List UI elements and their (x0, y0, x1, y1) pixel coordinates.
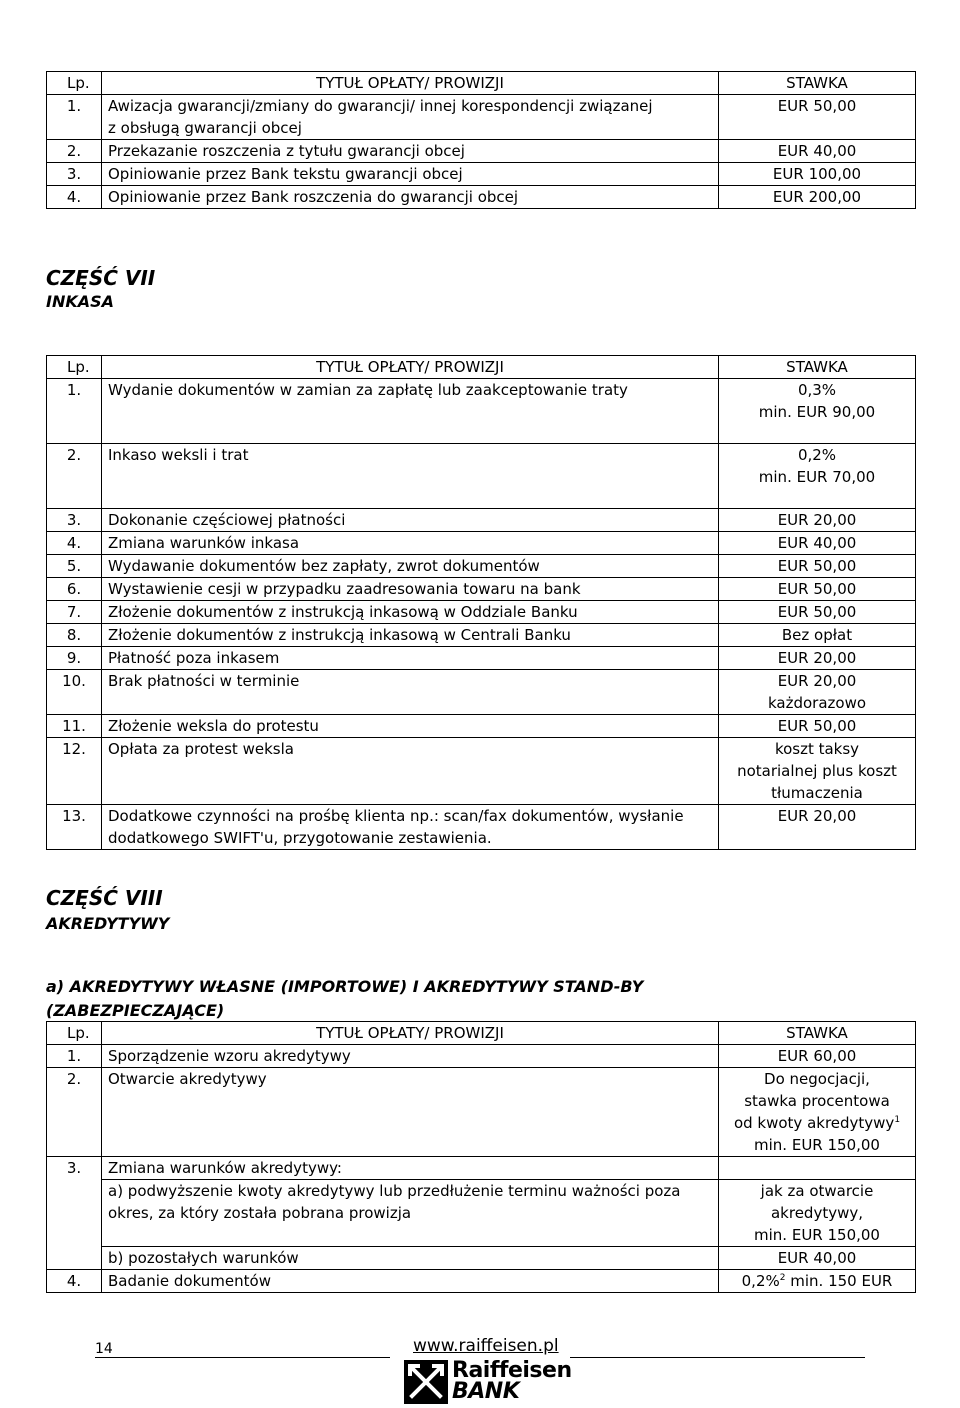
row-title: Otwarcie akredytywy (102, 1068, 719, 1157)
rate-text: od kwoty akredytywy (733, 1114, 895, 1132)
table-subrow (47, 1247, 916, 1270)
rate-line: EUR 20,00 (777, 672, 857, 690)
row-title: Zmiana warunków inkasa (102, 532, 719, 555)
rate-line: min. EUR 150,00 (754, 1136, 880, 1154)
row-title: Zmiana warunków akredytywy: (102, 1157, 719, 1180)
footer-rule-left (95, 1357, 390, 1358)
row-rate: EUR 20,00 (719, 805, 916, 850)
table-row (47, 738, 916, 805)
row-title: Opiniowanie przez Bank tekstu gwarancji obcej (102, 163, 719, 186)
fee-table-guarantees (46, 71, 916, 209)
table-row (47, 1045, 916, 1068)
table-row (47, 532, 916, 555)
row-title: Opłata za protest weksla (102, 738, 719, 805)
row-rate: EUR 200,00 (719, 186, 916, 209)
row-lp: 6. (47, 578, 102, 601)
fee-table-collections (46, 355, 916, 850)
rate-line: akredytywy, (770, 1204, 863, 1222)
table-header (47, 356, 916, 379)
row-title: Dokonanie częściowej płatności (102, 509, 719, 532)
table-subrow (47, 1180, 916, 1247)
footnote-marker: 2 (779, 1273, 786, 1283)
row-lp: 3. (47, 1157, 102, 1270)
section-title: CZĘŚĆ VIII (46, 886, 163, 910)
rate-line: koszt taksy (774, 740, 860, 758)
row-title: Sporządzenie wzoru akredytywy (102, 1045, 719, 1068)
row-lp: 4. (47, 1270, 102, 1293)
header-title: TYTUŁ OPŁATY/ PROWIZJI (102, 1022, 719, 1045)
row-rate (719, 1157, 916, 1180)
logo-line-2: BANK (452, 1379, 520, 1404)
row-title: Opiniowanie przez Bank roszczenia do gwarancji obcej (102, 186, 719, 209)
header-rate: STAWKA (719, 72, 916, 95)
row-rate: EUR 60,00 (719, 1045, 916, 1068)
row-title: Złożenie dokumentów z instrukcją inkasową w Centrali Banku (102, 624, 719, 647)
row-title: Płatność poza inkasem (102, 647, 719, 670)
row-title: Złożenie dokumentów z instrukcją inkasową w Oddziale Banku (102, 601, 719, 624)
row-lp: 3. (47, 509, 102, 532)
row-rate: EUR 50,00 (719, 555, 916, 578)
footnote-marker: 1 (894, 1115, 901, 1125)
row-rate: EUR 20,00 (719, 509, 916, 532)
subrow-title: a) podwyższenie kwoty akredytywy lub przedłużenie terminu ważności poza okres, za który została pobrana prowizja (102, 1180, 719, 1247)
table-row (47, 444, 916, 509)
rate-line: 0,2% (797, 446, 837, 464)
row-lp: 4. (47, 532, 102, 555)
table-row (47, 578, 916, 601)
subrow-title: b) pozostałych warunków (102, 1247, 719, 1270)
rate-line: Do negocjacji, (764, 1070, 870, 1088)
row-title: Wydawanie dokumentów bez zapłaty, zwrot dokumentów (102, 555, 719, 578)
header-rate: STAWKA (719, 1022, 916, 1045)
row-lp: 2. (47, 140, 102, 163)
table-row (47, 186, 916, 209)
rate-line: notarialnej plus koszt (737, 762, 897, 780)
raiffeisen-logo (404, 1358, 572, 1406)
table-row (47, 805, 916, 850)
row-rate: Bez opłat (719, 624, 916, 647)
rate-line: min. EUR 90,00 (758, 403, 876, 421)
logo-line-1: Raiffeisen (452, 1358, 572, 1383)
row-title: Złożenie weksla do protestu (102, 715, 719, 738)
row-rate: EUR 50,00 (719, 95, 916, 140)
row-rate: EUR 20,00 (719, 647, 916, 670)
table-row (47, 1270, 916, 1293)
row-rate (719, 670, 916, 715)
row-lp: 8. (47, 624, 102, 647)
subrow-rate: EUR 40,00 (719, 1247, 916, 1270)
header-lp: Lp. (47, 1022, 102, 1045)
row-lp: 11. (47, 715, 102, 738)
footer-rule-right (570, 1357, 865, 1358)
table-row (47, 647, 916, 670)
row-title: Wydanie dokumentów w zamian za zapłatę lub zaakceptowanie traty (102, 379, 719, 444)
page-number: 14 (95, 1341, 113, 1357)
rate-line: 0,3% (797, 381, 837, 399)
row-lp: 3. (47, 163, 102, 186)
table-row (47, 1157, 916, 1180)
table-row (47, 601, 916, 624)
table-row (47, 140, 916, 163)
row-title: Dodatkowe czynności na prośbę klienta np.: scan/fax dokumentów, wysłanie dodatkowego SWIFT'u, przygotowanie zestawienia. (102, 805, 719, 850)
table-row (47, 624, 916, 647)
header-rate: STAWKA (719, 356, 916, 379)
fee-table-letters-of-credit (46, 1021, 916, 1293)
row-title: Inkaso weksli i trat (102, 444, 719, 509)
table-row (47, 509, 916, 532)
header-lp: Lp. (47, 356, 102, 379)
row-rate (719, 738, 916, 805)
rate-line: stawka procentowa (744, 1092, 890, 1110)
row-rate (719, 1068, 916, 1157)
row-lp: 1. (47, 379, 102, 444)
row-lp: 9. (47, 647, 102, 670)
rate-line: min. EUR 70,00 (758, 468, 876, 486)
section-subtitle: AKREDYTYWY (46, 914, 170, 933)
row-rate: EUR 50,00 (719, 601, 916, 624)
gable-cross-icon (404, 1360, 448, 1404)
table-row (47, 670, 916, 715)
header-lp: Lp. (47, 72, 102, 95)
table-row (47, 163, 916, 186)
row-rate (719, 379, 916, 444)
row-lp: 7. (47, 601, 102, 624)
row-lp: 2. (47, 1068, 102, 1157)
row-lp: 1. (47, 1045, 102, 1068)
row-rate (719, 444, 916, 509)
row-lp: 1. (47, 95, 102, 140)
row-rate: EUR 100,00 (719, 163, 916, 186)
rate-line: min. EUR 150,00 (754, 1226, 880, 1244)
row-lp: 13. (47, 805, 102, 850)
section-title: CZĘŚĆ VII (46, 266, 156, 290)
row-title: Przekazanie roszczenia z tytułu gwarancji obcej (102, 140, 719, 163)
rate-text: min. 150 EUR (785, 1272, 893, 1290)
row-lp: 12. (47, 738, 102, 805)
rate-line: jak za otwarcie (760, 1182, 874, 1200)
header-title: TYTUŁ OPŁATY/ PROWIZJI (102, 356, 719, 379)
row-title: Badanie dokumentów (102, 1270, 719, 1293)
table-header (47, 1022, 916, 1045)
table-row (47, 95, 916, 140)
row-rate: EUR 50,00 (719, 578, 916, 601)
row-lp: 5. (47, 555, 102, 578)
subrow-rate (719, 1180, 916, 1247)
rate-text: 0,2% (741, 1272, 780, 1290)
table-row (47, 715, 916, 738)
table-header (47, 72, 916, 95)
row-rate: EUR 40,00 (719, 532, 916, 555)
section-subtitle: INKASA (46, 292, 115, 311)
table-row (47, 1068, 916, 1157)
row-rate: EUR 40,00 (719, 140, 916, 163)
rate-line (725, 1112, 909, 1134)
row-rate: EUR 50,00 (719, 715, 916, 738)
rate-line: każdorazowo (767, 694, 867, 712)
row-lp: 10. (47, 670, 102, 715)
row-title: Brak płatności w terminie (102, 670, 719, 715)
table-row (47, 555, 916, 578)
rate-line: tłumaczenia (771, 784, 863, 802)
row-lp: 4. (47, 186, 102, 209)
website-link[interactable]: www.raiffeisen.pl (413, 1336, 559, 1356)
row-title: Wystawienie cesji w przypadku zaadresowania towaru na bank (102, 578, 719, 601)
row-lp: 2. (47, 444, 102, 509)
header-title: TYTUŁ OPŁATY/ PROWIZJI (102, 72, 719, 95)
table-row (47, 379, 916, 444)
logo-wordmark (452, 1360, 572, 1402)
subsection-title: a) AKREDYTYWY WŁASNE (IMPORTOWE) I AKREDYTYWY STAND-BY (ZABEZPIECZAJĄCE) (46, 977, 644, 1020)
row-title: Awizacja gwarancji/zmiany do gwarancji/ innej korespondencji związanej z obsługą gwarancji obcej (102, 95, 719, 140)
row-rate (719, 1270, 916, 1293)
